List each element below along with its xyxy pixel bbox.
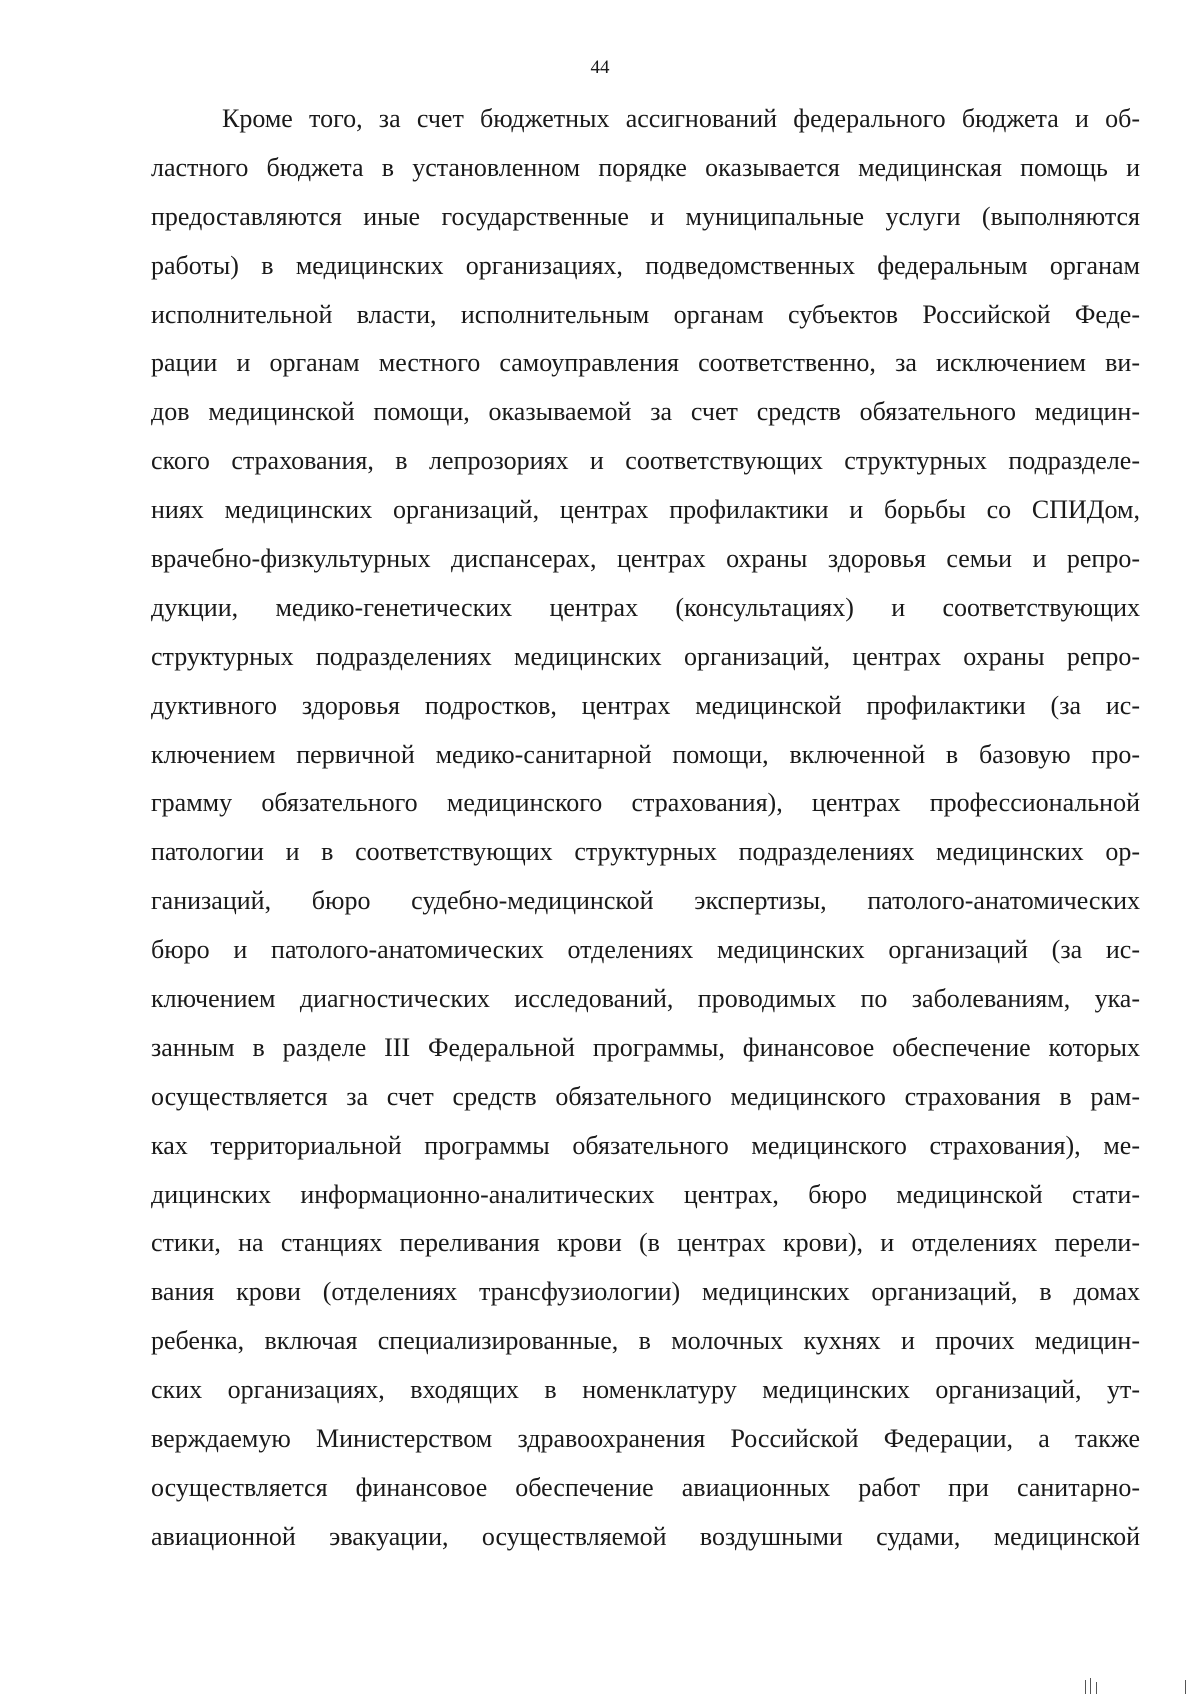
text-line: вания крови (отделениях трансфузиологии) медицинских организаций, в домах [151,1277,1140,1307]
text-line: ских организациях, входящих в номенклатуру медицинских организаций, ут- [151,1375,1140,1405]
text-line: работы) в медицинских организациях, подведомственных федеральным органам [151,250,1140,280]
text-line: дуктивного здоровья подростков, центрах медицинской профилактики (за ис- [151,690,1140,720]
text-line: ского страхования, в лепрозориях и соответствующих структурных подразделе- [151,446,1140,476]
text-line: верждаемую Министерством здравоохранения Российской Федерации, а также [151,1424,1140,1454]
text-line: ганизаций, бюро судебно-медицинской экспертизы, патолого-анатомических [151,886,1140,916]
page-number: 44 [590,57,610,78]
text-line: Кроме того, за счет бюджетных ассигнований федерального бюджета и об- [222,104,1140,133]
text-line: грамму обязательного медицинского страхования), центрах профессиональной [151,788,1140,818]
text-line: предоставляются иные государственные и муниципальные услуги (выполняются [151,201,1140,231]
text-line: осуществляется за счет средств обязательного медицинского страхования в рам- [151,1081,1140,1111]
text-line: рации и органам местного самоуправления соответственно, за исключением ви- [151,348,1140,378]
text-line: авиационной эвакуации, осуществляемой воздушными судами, медицинской [151,1521,1140,1551]
text-line: ключением диагностических исследований, проводимых по заболеваниям, ука- [151,984,1140,1014]
text-line: врачебно-физкультурных диспансерах, центрах охраны здоровья семьи и репро- [151,544,1140,574]
text-line: дукции, медико-генетических центрах (консультациях) и соответствующих [151,592,1140,622]
text-line: ребенка, включая специализированные, в молочных кухнях и прочих медицин- [151,1326,1140,1356]
scan-artifact [1090,1678,1091,1694]
text-line: осуществляется финансовое обеспечение авиационных работ при санитарно- [151,1472,1140,1502]
text-line: ключением первичной медико-санитарной помощи, включенной в базовую про- [151,739,1140,769]
text-line: ках территориальной программы обязательного медицинского страхования), ме- [151,1130,1140,1160]
text-line: бюро и патолого-анатомических отделениях медицинских организаций (за ис- [151,935,1140,965]
text-line: дицинских информационно-аналитических центрах, бюро медицинской стати- [151,1179,1140,1209]
text-line: стики, на станциях переливания крови (в центрах крови), и отделениях перели- [151,1228,1140,1258]
scan-artifact [1096,1682,1097,1694]
text-line: занным в разделе III Федеральной программы, финансовое обеспечение которых [151,1032,1140,1062]
scan-artifact [1185,1680,1186,1694]
text-line: ниях медицинских организаций, центрах профилактики и борьбы со СПИДом, [151,495,1140,525]
text-line: ластного бюджета в установленном порядке оказывается медицинская помощь и [151,152,1140,182]
scan-artifact [1085,1680,1086,1694]
text-line: структурных подразделениях медицинских организаций, центрах охраны репро- [151,641,1140,671]
text-line: исполнительной власти, исполнительным органам субъектов Российской Феде- [151,299,1140,329]
text-line: патологии и в соответствующих структурных подразделениях медицинских ор- [151,837,1140,867]
text-line: дов медицинской помощи, оказываемой за счет средств обязательного медицин- [151,397,1140,427]
body-paragraph [151,95,1140,1562]
